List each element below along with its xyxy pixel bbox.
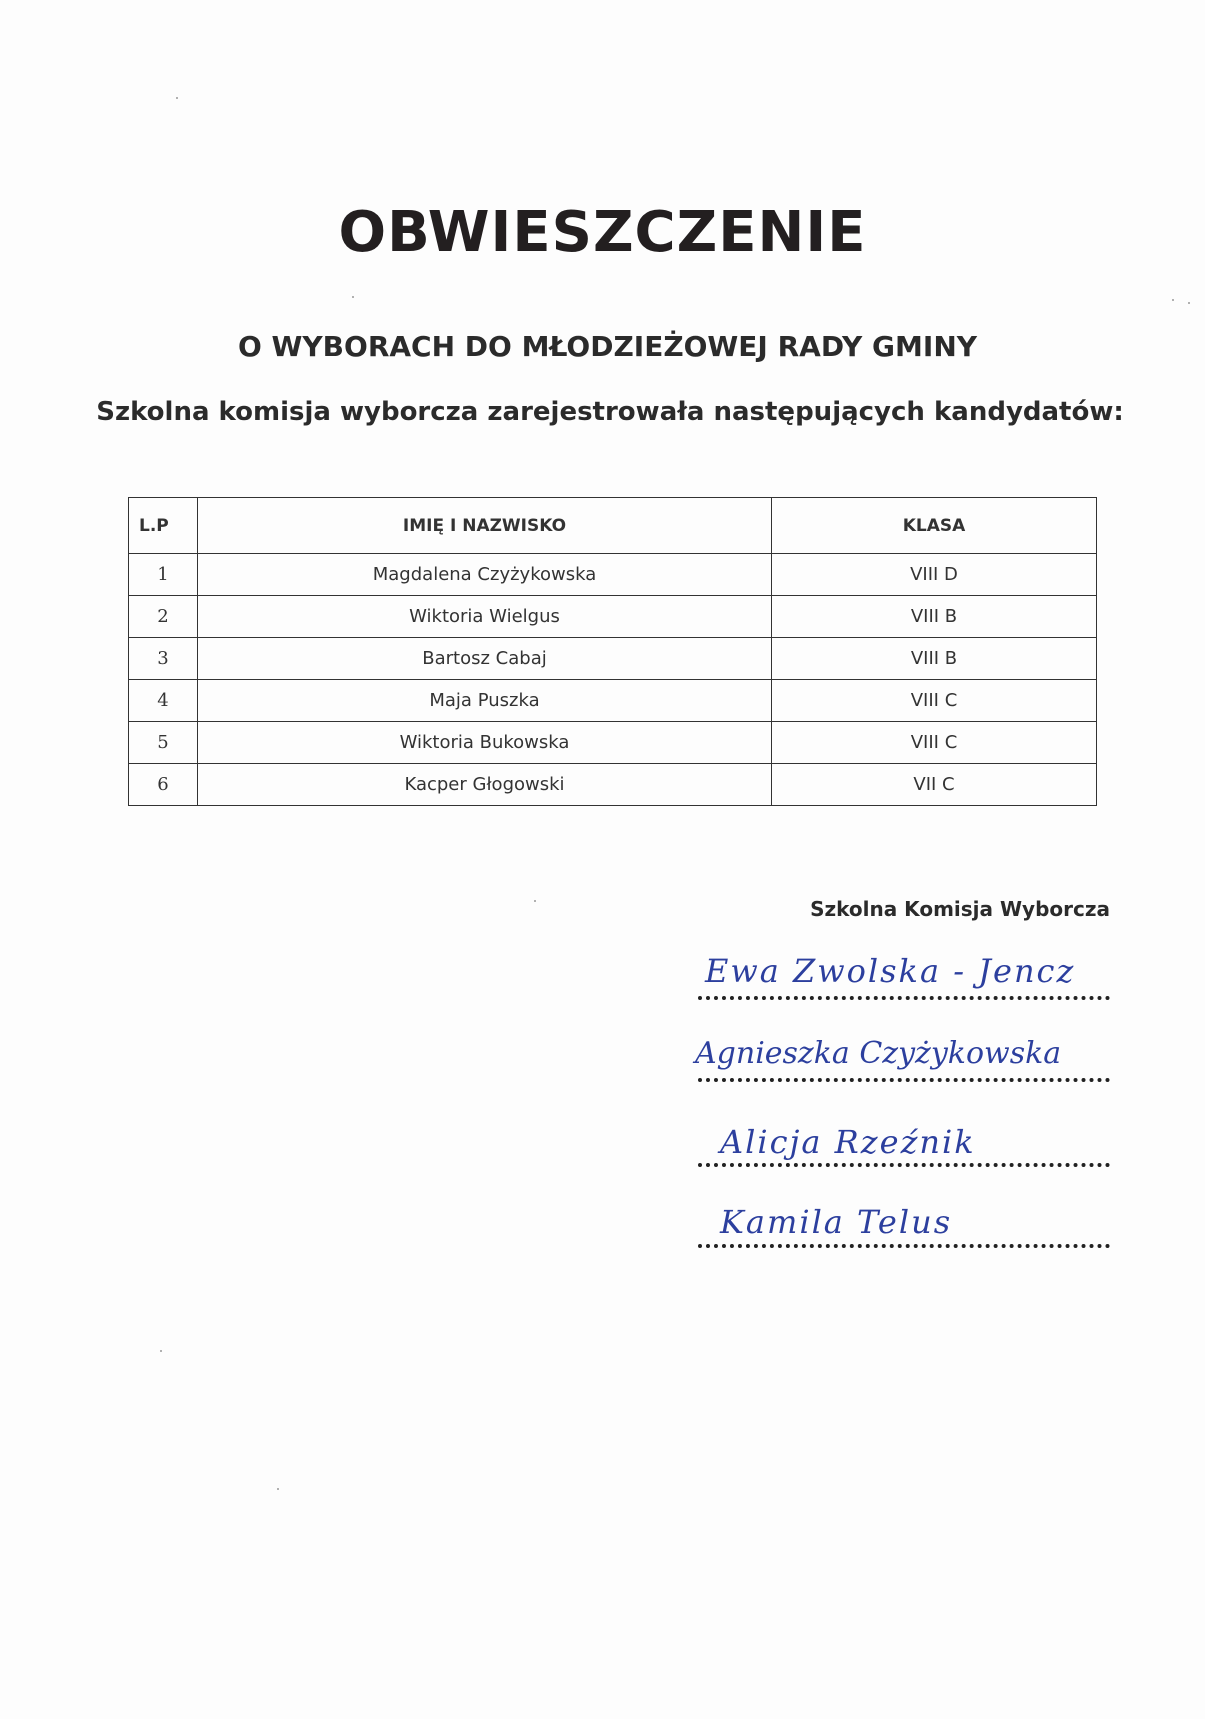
header-class: KLASA: [772, 498, 1097, 554]
row-class: VII C: [772, 764, 1097, 806]
row-class: VIII D: [772, 554, 1097, 596]
table-row: [129, 638, 1097, 680]
row-class: VIII C: [772, 722, 1097, 764]
table-header-row: [129, 498, 1097, 554]
row-class: VIII B: [772, 638, 1097, 680]
scan-speck: [534, 900, 536, 902]
scan-speck: [160, 1350, 162, 1352]
document-intro: Szkolna komisja wyborcza zarejestrowała następujących kandydatów:: [96, 397, 1124, 427]
row-name: Maja Puszka: [198, 680, 772, 722]
row-name: Kacper Głogowski: [198, 764, 772, 806]
table-row: [129, 680, 1097, 722]
row-lp: 6: [129, 764, 198, 806]
commission-label: Szkolna Komisja Wyborcza: [810, 897, 1110, 921]
signature-3: Alicja Rzeźnik: [720, 1123, 976, 1161]
table-row: [129, 554, 1097, 596]
row-lp: 1: [129, 554, 198, 596]
row-class: VIII B: [772, 596, 1097, 638]
signature-line-1: [698, 996, 1110, 1000]
row-lp: 4: [129, 680, 198, 722]
scan-speck: [1188, 302, 1190, 304]
row-name: Magdalena Czyżykowska: [198, 554, 772, 596]
header-lp: L.P: [129, 498, 198, 554]
scan-speck: [277, 1488, 279, 1490]
document-title: OBWIESZCZENIE: [338, 200, 867, 265]
signature-line-3: [698, 1163, 1110, 1167]
table-row: [129, 596, 1097, 638]
signature-line-2: [698, 1078, 1110, 1082]
signature-line-4: [698, 1244, 1110, 1248]
scan-speck: [1172, 299, 1174, 301]
document-subtitle: O WYBORACH DO MŁODZIEŻOWEJ RADY GMINY: [237, 330, 978, 363]
signature-4: Kamila Telus: [720, 1203, 953, 1241]
row-lp: 5: [129, 722, 198, 764]
row-lp: 2: [129, 596, 198, 638]
signature-1: Ewa Zwolska - Jencz: [705, 952, 1076, 990]
table-row: [129, 722, 1097, 764]
row-name: Wiktoria Bukowska: [198, 722, 772, 764]
row-lp: 3: [129, 638, 198, 680]
candidates-table: [128, 497, 1097, 806]
scan-speck: [176, 97, 178, 99]
row-name: Bartosz Cabaj: [198, 638, 772, 680]
header-name: IMIĘ I NAZWISKO: [198, 498, 772, 554]
signature-2: Agnieszka Czyżykowska: [695, 1036, 1062, 1071]
row-class: VIII C: [772, 680, 1097, 722]
table-row: [129, 764, 1097, 806]
scan-speck: [352, 296, 354, 298]
row-name: Wiktoria Wielgus: [198, 596, 772, 638]
